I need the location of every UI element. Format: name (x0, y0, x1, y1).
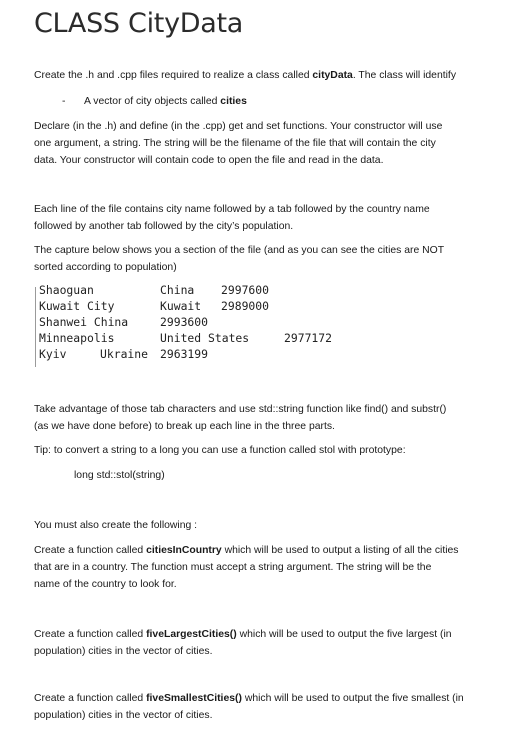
sample-country: United States (160, 331, 250, 345)
bullet-text: A vector of city objects called (84, 96, 221, 107)
declare-line-2: one argument, a string. The string will be the filename of the file that will contain the city (34, 138, 436, 149)
declare-line-1: Declare (in the .h) and define (in the .cpp) get and set functions. Your constructor will use (34, 121, 443, 132)
func2-text-end: which will be used to output the five largest (in (236, 629, 452, 640)
func1-line-2: that are in a country. The function must accept a string argument. The string will be the (34, 562, 432, 573)
advantage-line-1: Take advantage of those tab characters and use std::string function like find() and substr() (34, 404, 447, 415)
sample-population: 2963199 (160, 347, 209, 361)
func3-name: fiveSmallestCities() (146, 693, 242, 704)
sample-city: Kyiv (39, 347, 67, 361)
func3-text-end: which will be used to output the five smallest (in (241, 693, 464, 704)
sample-city: Shaoguan (39, 283, 94, 297)
func1-line-3: name of the country to look for. (34, 579, 177, 590)
sample-population: 2989000 (221, 299, 270, 313)
func3-line-1 (34, 690, 464, 707)
sample-city: Shanwei China (39, 315, 129, 329)
advantage-line-2: (as we have done before) to break up each line in the three parts. (34, 421, 335, 432)
capture-border (35, 287, 36, 367)
intro-text-end: . The class will identify (352, 70, 457, 81)
func3-text: Create a function called (34, 693, 147, 704)
func2-line-1 (34, 626, 452, 643)
sample-city: Minneapolis (39, 331, 115, 345)
sample-population: 2993600 (160, 315, 209, 329)
also-text: You must also create the following : (34, 520, 198, 531)
func2-line-2: population) cities in the vector of cities. (34, 646, 213, 657)
bullet-dash: - (62, 96, 66, 107)
bullet-item (84, 93, 247, 110)
func3-line-2: population) cities in the vector of cities. (34, 710, 213, 721)
format-line-2: followed by another tab followed by the city’s population. (34, 221, 294, 232)
capture-line-2: sorted according to population) (34, 262, 177, 273)
sample-city: Kuwait City (39, 299, 115, 313)
sample-population: 2977172 (284, 331, 333, 345)
func2-name: fiveLargestCities() (146, 629, 237, 640)
format-line-1: Each line of the file contains city name followed by a tab followed by the country name (34, 204, 430, 215)
sample-country: China (160, 283, 195, 297)
declare-line-3: data. Your constructor will contain code to open the file and read in the data. (34, 155, 384, 166)
page-title: CLASS CityData (34, 8, 244, 39)
sample-country: Kuwait (160, 299, 202, 313)
func1-text: Create a function called (34, 545, 147, 556)
tip-text: Tip: to convert a string to a long you can use a function called stol with prototype: (34, 445, 406, 456)
capture-line-1: The capture below shows you a section of the file (and as you can see the cities are NOT (34, 245, 445, 256)
func2-text: Create a function called (34, 629, 147, 640)
vector-name: cities (220, 96, 247, 107)
intro-text: Create the .h and .cpp files required to realize a class called (34, 70, 313, 81)
sample-population: 2997600 (221, 283, 270, 297)
class-name: cityData (312, 70, 353, 81)
intro-paragraph (34, 67, 456, 84)
func1-line-1 (34, 542, 459, 559)
stol-prototype: long std::stol(string) (74, 470, 165, 481)
func1-name: citiesInCountry (146, 545, 222, 556)
sample-country: Ukraine (100, 347, 149, 361)
func1-text-end: which will be used to output a listing of all the cities (221, 545, 459, 556)
